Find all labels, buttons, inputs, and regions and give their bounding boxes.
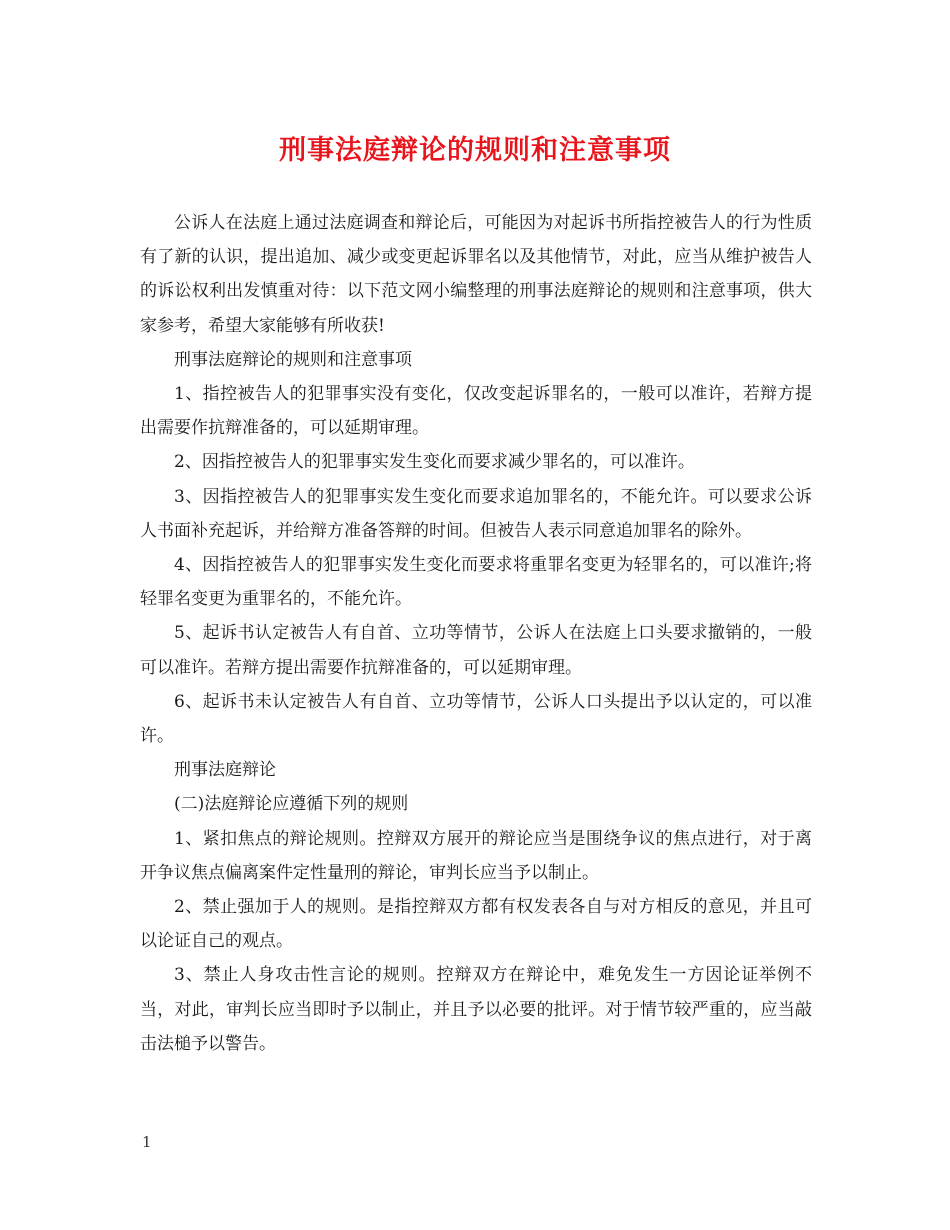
paragraph-item-6: 6、起诉书未认定被告人有自首、立功等情节，公诉人口头提出予以认定的，可以准许。 (140, 691, 812, 747)
paragraph-rules-heading: (二)法庭辩论应遵循下列的规则 (174, 794, 409, 815)
paragraph-item-3: 3、因指控被告人的犯罪事实发生变化而要求追加罪名的，不能允许。可以要求公诉人书面补充起诉，并给辩方准备答辩的时间。但被告人表示同意追加罪名的除外。 (140, 486, 812, 541)
document-title: 刑事法庭辩论的规则和注意事项 (279, 135, 671, 166)
paragraph-item-5: 5、起诉书认定被告人有自首、立功等情节，公诉人在法庭上口头要求撤销的，一般可以准许。若辩方提出需要作抗辩准备的，可以延期审理。 (140, 623, 812, 678)
paragraph-rule-1: 1、紧扣焦点的辩论规则。控辩双方展开的辩论应当是围绕争议的焦点进行，对于离开争议焦点偏离案件定性量刑的辩论，审判长应当予以制止。 (140, 828, 812, 883)
paragraph-item-2: 2、因指控被告人的犯罪事实发生变化而要求减少罪名的，可以准许。 (174, 452, 695, 473)
paragraph-subtitle: 刑事法庭辩论的规则和注意事项 (174, 349, 412, 370)
paragraph-item-1: 1、指控被告人的犯罪事实没有变化，仅改变起诉罪名的，一般可以准许，若辩方提出需要作抗辩准备的，可以延期审理。 (140, 384, 812, 439)
page-number: 1 (142, 1133, 152, 1151)
document-body (140, 206, 812, 1061)
paragraph-section-heading: 刑事法庭辩论 (174, 760, 276, 781)
paragraph-rule-2: 2、禁止强加于人的规则。是指控辩双方都有权发表各自与对方相反的意见，并且可以论证自己的观点。 (140, 897, 812, 952)
paragraph-intro: 公诉人在法庭上通过法庭调查和辩论后，可能因为对起诉书所指控被告人的行为性质有了新的认识，提出追加、减少或变更起诉罪名以及其他情节，对此，应当从维护被告人的诉讼权利出发慎重对待：以下范文网小编整理的刑事法庭辩论的规则和注意事项，供大家参考，希望大家能够有所收获! (140, 213, 812, 336)
paragraph-item-4: 4、因指控被告人的犯罪事实发生变化而要求将重罪名变更为轻罪名的，可以准许;将轻罪名变更为重罪名的，不能允许。 (140, 555, 812, 610)
paragraph-rule-3: 3、禁止人身攻击性言论的规则。控辩双方在辩论中，难免发生一方因论证举例不当，对此，审判长应当即时予以制止，并且予以必要的批评。对于情节较严重的，应当敲击法槌予以警告。 (140, 965, 812, 1054)
